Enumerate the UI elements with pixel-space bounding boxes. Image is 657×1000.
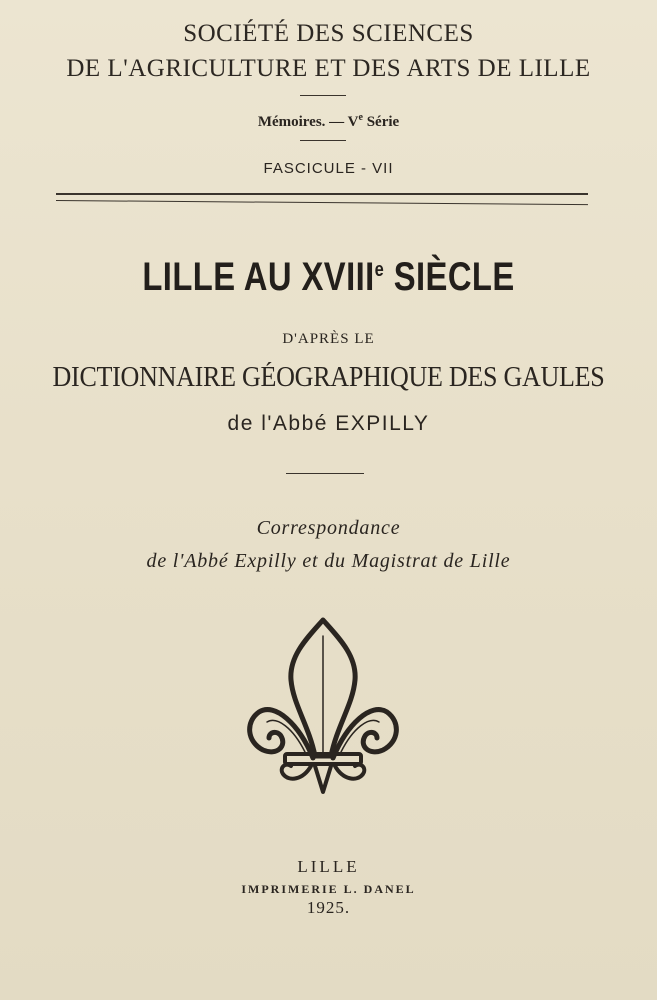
fascicule-label: FASCICULE - VII — [263, 160, 394, 177]
apres-le: D'APRÈS LE — [282, 331, 375, 347]
society-name-line1: SOCIÉTÉ DES SCIENCES — [183, 20, 474, 47]
main-title-text: LILLE AU XVIII — [142, 255, 375, 299]
double-rule-top — [56, 193, 588, 195]
author-line: de l'Abbé EXPILLY — [227, 412, 430, 435]
fleur-de-lis-icon — [245, 616, 401, 798]
main-title — [59, 255, 598, 300]
imprint-year: 1925. — [306, 898, 351, 917]
main-title-end: SIÈCLE — [384, 255, 515, 299]
main-title-sup: e — [374, 259, 385, 281]
double-rule-bottom — [56, 200, 588, 205]
short-rule — [300, 140, 346, 141]
dictionary-title: DICTIONNAIRE GÉOGRAPHIQUE DES GAULES — [52, 362, 605, 393]
series-sup: e — [358, 112, 363, 123]
society-name-line2: DE L'AGRICULTURE ET DES ARTS DE LILLE — [66, 55, 591, 82]
imprint-city: LILLE — [297, 857, 360, 876]
subtitle-line1: Correspondance — [256, 517, 401, 539]
series-text: Mémoires. — V — [257, 114, 359, 130]
series-label — [0, 112, 657, 131]
short-rule — [300, 95, 346, 96]
series-end: Série — [362, 114, 400, 130]
imprint-printer: IMPRIMERIE L. DANEL — [241, 882, 416, 896]
subtitle-line2: de l'Abbé Expilly et du Magistrat de Lille — [146, 550, 511, 572]
short-rule — [286, 473, 364, 474]
